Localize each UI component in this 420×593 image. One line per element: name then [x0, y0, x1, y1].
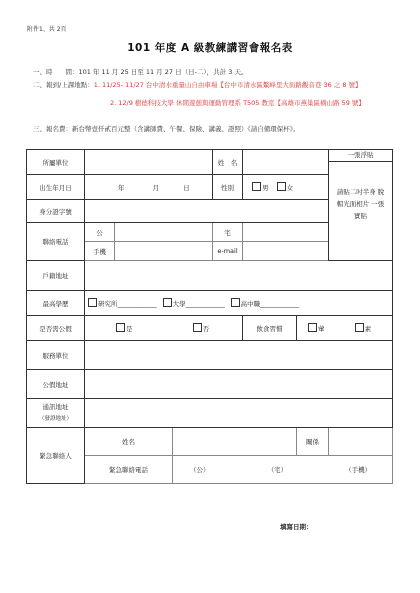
unit-label: 所屬單位: [27, 150, 85, 175]
diet-field: [297, 316, 393, 341]
diet-veg-label: 素: [364, 325, 372, 333]
education-field: [85, 291, 393, 316]
birth-field[interactable]: [85, 175, 213, 200]
civil-leave-label: 是否需公假: [27, 316, 85, 341]
attachment-note: 附件1、共 2頁: [27, 26, 67, 33]
photo-instructions: 請貼二吋半身 脫帽光面相片 一張實貼: [336, 188, 385, 220]
edu-univ-option[interactable]: 大學____________: [163, 298, 225, 308]
office-phone-field[interactable]: [115, 223, 213, 242]
emergency-label: 緊急聯絡人: [27, 428, 85, 484]
male-label: 男: [262, 184, 269, 192]
gender-field: [243, 175, 329, 200]
row-employer: [27, 341, 393, 370]
unit-field[interactable]: [85, 150, 213, 175]
diet-veg-checkbox[interactable]: [355, 323, 364, 332]
row-unit-name: [27, 150, 393, 175]
mail-address-label: 通訊地址: [42, 403, 69, 411]
em-office-label: （公）: [190, 466, 210, 474]
address-field[interactable]: [85, 261, 393, 291]
mail-address-label-cell: [27, 399, 85, 428]
civil-yes-option[interactable]: [116, 323, 133, 333]
mobile-label: 手機: [85, 242, 115, 261]
emergency-phone-label: 緊急聯絡電話: [85, 456, 173, 484]
month-label: 月: [152, 183, 160, 192]
row-education: [27, 291, 393, 316]
gender-male-option[interactable]: [252, 182, 269, 192]
em-mobile-label: （手機）: [345, 466, 372, 474]
place-line-1: 1. 11/25- 11/27 台中清水重量山自由車場【台中市清水區鰲峰里大街路觀音巷 36 之 8 號】: [93, 81, 362, 89]
place-label: 二、報到/上課地點：: [33, 81, 94, 89]
edu-univ-label: 大學: [172, 300, 186, 308]
office-phone-label: 公: [85, 223, 115, 242]
female-checkbox[interactable]: [277, 182, 286, 191]
page-title: 101 年度 A 級教練講習會報名表: [127, 42, 293, 54]
time-row: [33, 67, 247, 76]
gender-label: 性別: [213, 175, 243, 200]
photo-header: 一張浮貼: [329, 150, 392, 162]
male-checkbox[interactable]: [252, 182, 261, 191]
gender-female-option[interactable]: [277, 182, 294, 192]
edu-high-option[interactable]: 高中職____________: [231, 298, 300, 308]
civil-yes-checkbox[interactable]: [116, 323, 125, 332]
mail-address-note: （發證地址）: [38, 416, 72, 422]
row-emergency-name: [27, 428, 393, 456]
address-label: 戶籍地址: [27, 261, 85, 291]
civil-yes-label: 是: [126, 325, 133, 333]
civil-no-checkbox[interactable]: [193, 323, 202, 332]
row-mail-address: [27, 399, 393, 428]
leave-address-field[interactable]: [85, 370, 393, 399]
edu-high-label: 高中職: [240, 300, 261, 308]
employer-label: 服務單位: [27, 341, 85, 370]
phone-label: 聯絡電話: [27, 223, 85, 261]
diet-meat-option[interactable]: [308, 323, 325, 333]
edu-grad-label: 研究所: [98, 300, 118, 308]
emergency-name-field[interactable]: [173, 428, 297, 456]
leave-address-label: 公假地址: [27, 370, 85, 399]
edu-univ-checkbox[interactable]: [163, 298, 172, 307]
name-label: 姓 名: [213, 150, 243, 175]
row-leave-diet: [27, 316, 393, 341]
civil-no-option[interactable]: [193, 323, 210, 333]
year-label: 年: [118, 183, 125, 192]
birth-label: 出生年月日: [27, 175, 85, 200]
mobile-field[interactable]: [115, 242, 213, 261]
emergency-relation-field[interactable]: [329, 428, 393, 456]
female-label: 女: [286, 184, 294, 192]
civil-no-label: 否: [202, 325, 210, 333]
time-label: 一、時 間：: [33, 68, 79, 76]
place-line-2: 2. 12/9 樹德科技大學 休閒遊憩與運動管理系 T505 教室【高雄市燕巢區橫山路 59 號】: [110, 99, 365, 107]
time-value: 101 年 11 月 25 日至 11 月 27 日（日-二），共計 3 天。: [78, 68, 248, 76]
row-address: [27, 261, 393, 291]
em-home-label: （宅）: [267, 466, 288, 474]
id-field[interactable]: [85, 200, 329, 223]
fee-row: 三、報名費：新台幣壹仟貳百元整（含講師費、午餐、保險、講義、證照）《請自備環保杯》。: [33, 125, 300, 133]
registration-form: [26, 149, 393, 484]
diet-meat-checkbox[interactable]: [308, 323, 317, 332]
place-row: [33, 80, 362, 89]
diet-meat-label: 葷: [318, 325, 325, 333]
emergency-name-label: 姓名: [85, 428, 173, 456]
mail-address-field[interactable]: [85, 399, 393, 428]
diet-veg-option[interactable]: [355, 323, 372, 333]
fill-date-label: 填寫日期：: [280, 523, 313, 531]
civil-leave-field: [85, 316, 243, 341]
id-label: 身分證字號: [27, 200, 85, 223]
email-label: e-mail: [213, 242, 243, 261]
edu-high-checkbox[interactable]: [231, 298, 240, 307]
education-label: 最高學歷: [27, 291, 85, 316]
emergency-relation-label: 關係: [297, 428, 329, 456]
row-leave-address: [27, 370, 393, 399]
emergency-phone-field[interactable]: [173, 456, 393, 484]
name-field[interactable]: [243, 150, 329, 175]
employer-field[interactable]: [85, 341, 393, 370]
day-label: 日: [183, 183, 190, 192]
home-phone-field[interactable]: [243, 223, 329, 242]
edu-grad-option[interactable]: 研究所____________: [88, 298, 157, 308]
home-phone-label: 宅: [213, 223, 243, 242]
diet-label: 飲食習慣: [243, 316, 297, 341]
photo-box: [329, 150, 393, 261]
email-field[interactable]: [243, 242, 329, 261]
edu-grad-checkbox[interactable]: [88, 298, 97, 307]
